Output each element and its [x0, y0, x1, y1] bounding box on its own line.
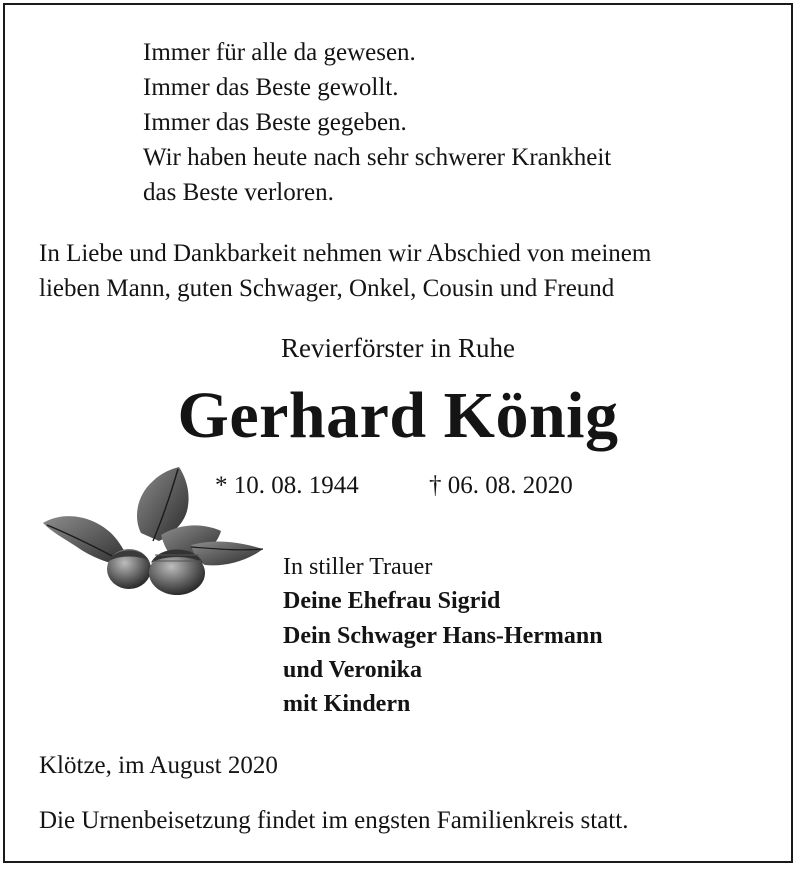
mourner-line-2: Dein Schwager Hans-Hermann	[283, 623, 603, 649]
birth-date: * 10. 08. 1944	[215, 472, 359, 499]
deceased-rank: Revierförster in Ruhe	[281, 333, 515, 363]
intro-line-1: In Liebe und Dankbarkeit nehmen wir Abschied von meinem	[39, 240, 652, 267]
poem-line-1: Immer für alle da gewesen.	[143, 39, 416, 66]
mourner-line-4: mit Kindern	[283, 691, 411, 717]
mourner-line-1: Deine Ehefrau Sigrid	[283, 588, 501, 614]
poem-line-4: Wir haben heute nach sehr schwerer Krankheit	[143, 144, 612, 171]
poem-line-5: das Beste verloren.	[143, 179, 334, 206]
place-date: Klötze, im August 2020	[39, 752, 278, 779]
mourners-intro: In stiller Trauer	[283, 554, 433, 580]
poem-line-3: Immer das Beste gegeben.	[143, 109, 407, 136]
deceased-name: Gerhard König	[177, 379, 619, 452]
death-date: † 06. 08. 2020	[429, 472, 573, 499]
obituary-notice	[3, 3, 793, 863]
mourner-line-3: und Veronika	[283, 657, 422, 683]
oak-leaves-acorns-icon	[41, 465, 271, 595]
burial-note: Die Urnenbeisetzung findet im engsten Familienkreis statt.	[39, 807, 629, 834]
intro-line-2: lieben Mann, guten Schwager, Onkel, Cousin und Freund	[39, 275, 615, 302]
poem-line-2: Immer das Beste gewollt.	[143, 74, 399, 101]
